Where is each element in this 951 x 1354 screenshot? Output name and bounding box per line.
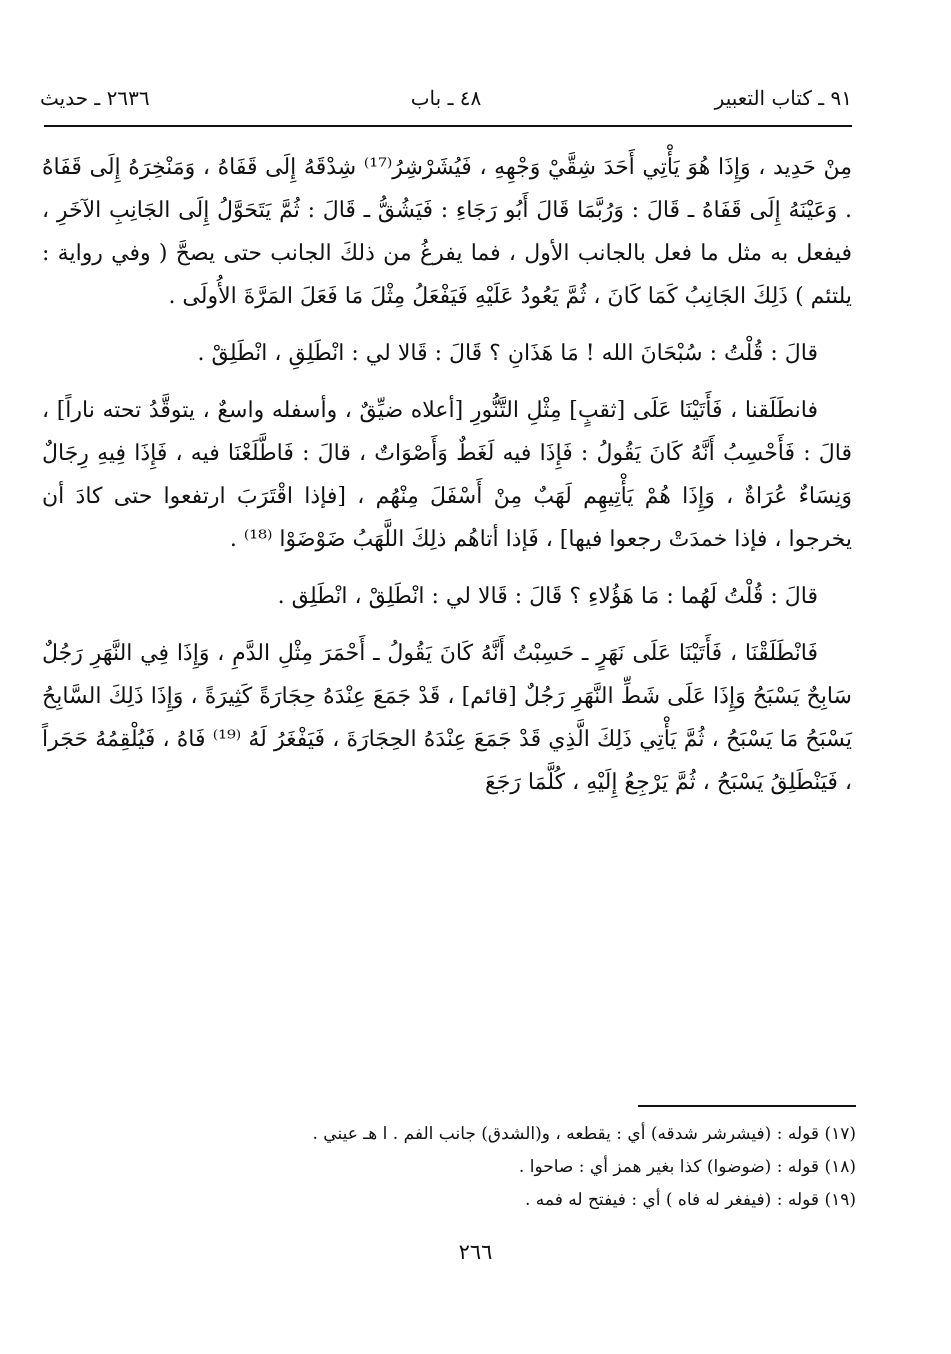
main-text [42,146,852,818]
paragraph-1: مِنْ حَدِيد ، وَإِذَا هُوَ يَأْتِي أَحَدَ شِقَّيْ وَجْهِهِ ، فَيُشَرْشِرُ⁽¹⁷⁾ شِدْقَهُ إِلَى قَفَاهُ ، وَمَنْخِرَهُ إِلَى قَفَاهُ . وَعَيْنَهُ إِلَى قَفَاهُ ـ قَالَ : وَرُبَّمَا قَالَ أَبُو رَجَاءِ : فَيَشُقُّ ـ قَالَ : ثُمَّ يَتَحَوَّلُ إِلَى الجَانِبِ الآخَرِ ، فيفعل به مثل ما فعل بالجانب الأول ، فما يفرغُ من ذلكَ الجانب حتى يصحَّ ( وفي رواية : يلتئم ) ذَلِكَ الجَانِبُ كَمَا كَانَ ، ثُمَّ يَعُودُ عَلَيْهِ فَيَفْعَلُ مِثْلَ مَا فَعَلَ المَرَّةَ الأُولَى . [42,155,852,309]
footnotes [96,1120,856,1219]
paragraph-5: فَانْطَلَقْنَا ، فَأَتَيْنَا عَلَى نَهَرٍ ـ حَسِبْتُ أَنَّهُ كَانَ يَقُولُ ـ أَحْمَرَ مِثْلِ الدَّمِ ، وَإِذَا فِي النَّهَرِ رَجُلٌ سَابِحٌ يَسْبَحُ وَإِذَا عَلَى شَطِّ النَّهَرِ رَجُلٌ [قائم] ، قَدْ جَمَعَ عِنْدَهُ حِجَارَةً كَثِيرَةً ، وَإِذَا ذَلِكَ السَّابِحُ يَسْبَحُ مَا يَسْبَحُ ، ثُمَّ يَأْتِي ذَلِكَ الَّذِي قَدْ جَمَعَ عِنْدَهُ الحِجَارَةَ ، فَيَفْغَرُ لَهُ ⁽¹⁹⁾ فَاهُ ، فَيُلْقِمُهُ حَجَراً ، فَيَنْطَلِقُ يَسْبَحُ ، ثُمَّ يَرْجِعُ إِلَيْهِ ، كُلَّمَا رَجَعَ [42,641,852,795]
paragraph-3: فانطَلَقنا ، فَأَتَيْنَا عَلَى [ثقبٍ] مِثْلِ التَّنُّورِ [أعلاه ضيِّقٌ ، وأسفله واسعٌ ، يتوقَّدُ تحته ناراً] ، قالَ : فَأَحْسِبُ أَنَّهُ كَانَ يَقُولُ : فَإِذَا فيه لَغَطٌ وَأَصْوَاتٌ ، قالَ : فَاطَّلَعْنَا فيه ، فَإِذَا فِيهِ رِجَالٌ وَنِسَاءٌ عُرَاةٌ ، وَإِذَا هُمْ يَأْتِيهِم لَهَبٌ مِنْ أَسْفَلَ مِنْهُم ، [فإذا اقْتَرَبَ ارتفعوا حتى كادَ أن يخرجوا ، فإذا خمدَتْ رجعوا فيها] ، فَإذا أتاهُم ذلِكَ اللَّهَبُ ضَوْضَوْا ⁽¹⁸⁾ . [42,398,852,552]
footnote-19: (١٩) قوله : (فيفغر له فاه ) أي : فيفتح له فمه . [524,1190,856,1210]
header-hadith-number: ٢٦٣٦ ـ حديث [40,86,150,110]
footnote-18: (١٨) قوله : (ضوضوا) كذا بغير همز أي : صاحوا . [518,1157,856,1177]
footnote-divider [638,1105,856,1107]
header-divider [44,125,852,127]
paragraph-2: قالَ : قُلْتُ : سُبْحَانَ الله ! مَا هَذَانِ ؟ قَالَ : قَالا لي : انْطَلِقِ ، انْطَلِقْ . [197,341,818,366]
paragraph-4: قالَ : قُلْتُ لَهُما : مَا هَؤُلاءِ ؟ قَالَ : قَالا لي : انْطَلِقْ ، انْطَلِق . [277,584,818,609]
page-number: ٢٦٦ [458,1240,493,1264]
header-book-title: ٩١ ـ كتاب التعبير [714,86,852,110]
running-header [40,82,852,122]
footnote-17: (١٧) قوله : (فيشرشر شدقه) أي : يقطعه ، و(الشدق) جانب الفم . ا هـ عيني . [312,1124,856,1144]
header-chapter: ٤٨ ـ باب [410,86,482,110]
